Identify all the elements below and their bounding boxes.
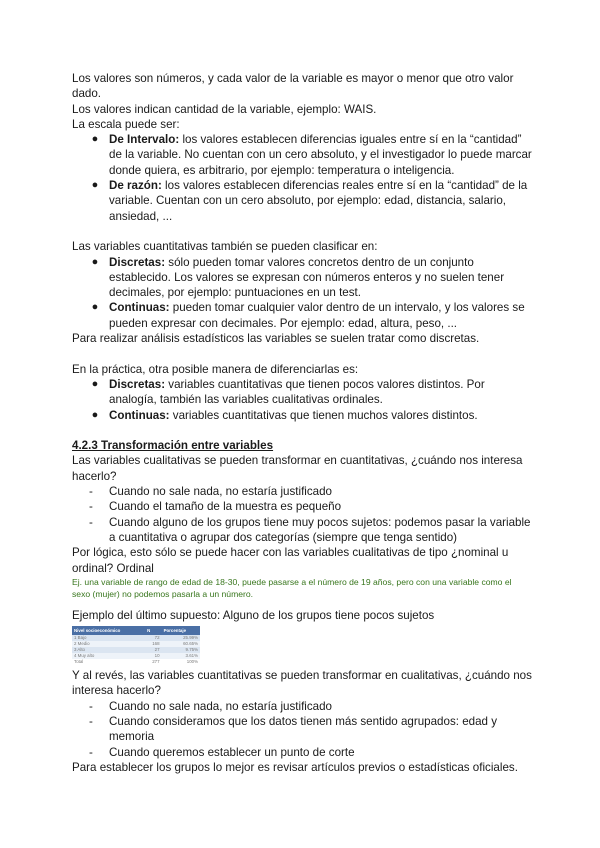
classify-text: pueden tomar cualquier valor dentro de un intervalo, y los valores se pueden expresar con decimales. Por ejemplo: edad, altura, peso, ... [109,301,525,330]
example-line: Ejemplo del último supuesto: Alguno de los grupos tiene pocos sujetos [72,608,435,622]
spacer [72,224,532,239]
section-question-1: Las variables cualitativas se pueden transformar en cuantitativas, ¿cuándo nos interesa hacerlo? [72,454,523,483]
bullet-icon: ● [91,255,99,268]
list-item [72,745,532,760]
table-cell: Total [72,659,145,665]
table-cell: 27 [145,647,161,653]
intro-line-2: Los valores indican cantidad de la variable, ejemplo: WAIS. [72,102,377,116]
practice-item-continuas [72,408,532,423]
transform-list-1 [72,484,532,545]
dash-icon: - [89,714,93,728]
practice-item-discretas [72,377,532,408]
intro-line-3: La escala puede ser: [72,117,180,131]
scale-item-razon [72,178,532,224]
classify-item-discretas [72,255,532,301]
table-cell: 72 [145,635,161,641]
table-cell: 100% [162,659,200,665]
scale-term: De Intervalo: [109,133,180,147]
bullet-icon: ● [91,301,99,314]
classify-intro: Las variables cuantitativas también se pueden clasificar en: [72,240,378,254]
classify-term: Continuas: [109,301,170,315]
transform-list-2 [72,699,532,760]
table-cell: 10 [145,653,161,659]
table-cell: 168 [145,641,161,647]
bullet-icon: ● [91,408,99,421]
list-item [72,499,532,514]
section-question-2: Y al revés, las variables cuantitativas se pueden transformar en cualitativas, ¿cuándo nos interesa hacerlo? [72,669,532,698]
practice-text: variables cuantitativas que tienen muchos valores distintos. [169,408,478,422]
spacer [72,600,532,608]
page-content [72,71,532,775]
scale-item-intervalo [72,132,532,178]
practice-intro: En la práctica, otra posible manera de diferenciarlas es: [72,362,359,376]
classify-term: Discretas: [109,255,166,269]
table-total-row [72,659,200,665]
section-heading: 4.2.3 Transformación entre variables [72,439,274,453]
spacer [72,423,532,438]
dash-icon: - [89,745,93,759]
scale-term: De razón: [109,179,162,193]
dash-icon: - [89,699,93,713]
list-item-text: Cuando alguno de los grupos tiene muy pocos sujetos: podemos pasar la variable a cuantitativa o agrupar dos categorías (siempre que tenga sentido) [109,515,531,544]
table-header-cell: Nivel socioeconómico [72,626,145,635]
table-cell: 1 Bajo [72,635,145,641]
bullet-icon: ● [91,179,99,192]
socioeconomic-table [72,626,200,665]
table-cell: 25.99% [162,635,200,641]
example-note: Ej. una variable de rango de edad de 18-30, puede pasarse a el número de 19 años, pero con una variable como el sexo (mujer) no podemos pasarla a un número. [72,576,512,599]
list-item [72,714,532,745]
table-header-cell: Porcentaje [162,626,200,635]
dash-icon: - [89,515,93,529]
list-item-text: Cuando no sale nada, no estaría justificado [109,699,333,713]
classify-item-continuas [72,300,532,331]
dash-icon: - [89,500,93,514]
list-item-text: Cuando queremos establecer un punto de corte [109,745,355,759]
scale-text: los valores establecen diferencias reales entre sí en la “cantidad” de la variable. Cuentan con un cero absoluto, por ejemplo: edad, distancia, salario, ansiedad, ... [109,179,528,223]
list-item [72,484,532,499]
logic-paragraph: Por lógica, esto sólo se puede hacer con las variables cualitativas de tipo ¿nominal u ordinal? Ordinal [72,546,509,575]
closing-paragraph: Para establecer los grupos lo mejor es revisar artículos previos o estadísticas oficiales. [72,760,518,774]
table-cell: 3 Alto [72,647,145,653]
spacer [72,346,532,361]
table-cell: 4 Muy alto [72,653,145,659]
bullet-icon: ● [91,377,99,390]
list-item-text: Cuando consideramos que los datos tienen más sentido agrupados: edad y memoria [109,714,497,744]
practice-list [72,377,532,423]
list-item [72,699,532,714]
practice-text: variables cuantitativas que tienen pocos valores distintos. Por analogía, también las variables cualitativas ordinales. [109,377,485,407]
table-cell: 3.61% [162,653,200,659]
scale-text: los valores establecen diferencias iguales entre sí en la “cantidad” de la variable. No cuentan con un cero absoluto, y el investigador lo puede marcar donde quiera, es arbitrario, por ejemplo: temperatura o inteligencia. [109,133,532,177]
list-item [72,515,532,546]
table-cell: 2 Medio [72,641,145,647]
classify-outro: Para realizar análisis estadísticos las variables se suelen tratar como discretas. [72,332,480,346]
bullet-icon: ● [91,133,99,146]
table-cell: 277 [145,659,161,665]
table-cell: 60.65% [162,641,200,647]
classify-text: sólo pueden tomar valores concretos dentro de un conjunto establecido. Los valores se expresan con números enteros y no suelen tener decimales, por ejemplo: puntuaciones en un test. [109,255,505,300]
intro-line-1: Los valores son números, y cada valor de la variable es mayor o menor que otro valor dado. [72,72,514,101]
list-item-text: Cuando el tamaño de la muestra es pequeño [109,500,342,514]
classify-list [72,255,532,331]
table-cell: 9.75% [162,647,200,653]
list-item-text: Cuando no sale nada, no estaría justificado [109,485,333,499]
practice-term: Discretas: [109,377,166,391]
scale-list [72,132,532,224]
table-header-row [72,626,200,635]
table-header-cell: N [145,626,161,635]
practice-term: Continuas: [109,408,170,422]
dash-icon: - [89,485,93,499]
